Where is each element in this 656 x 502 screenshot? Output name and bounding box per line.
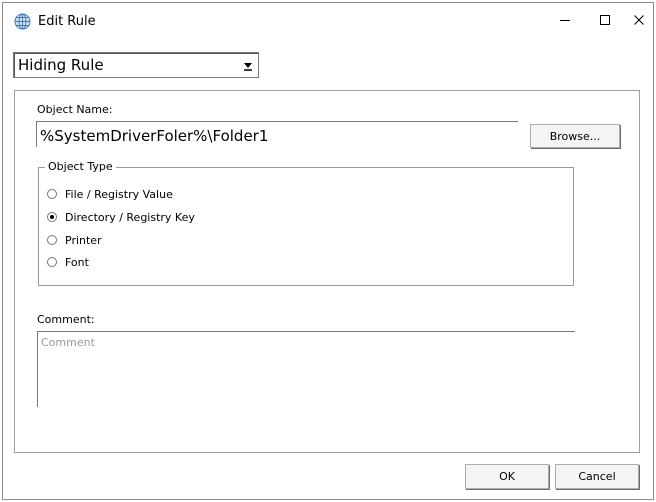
title-bar [3,3,653,39]
radio-button[interactable] [47,257,57,267]
radio-label: Directory / Registry Key [65,210,195,224]
radio-button[interactable] [47,189,57,199]
radio-button[interactable] [47,235,57,245]
close-button[interactable] [617,3,656,37]
object-type-group [38,160,574,286]
globe-grid-icon [14,13,31,30]
ok-button[interactable]: OK [465,464,549,489]
rule-type-value: Hiding Rule [18,56,104,74]
rule-panel [14,90,640,453]
minimize-icon [560,15,570,25]
radio-button[interactable] [47,212,57,222]
browse-button[interactable]: Browse... [530,124,620,148]
close-icon [634,15,644,25]
radio-label: Font [65,255,89,269]
object-type-legend: Object Type [45,160,116,173]
radio-file-registry-value[interactable] [47,186,173,202]
rule-type-dropdown[interactable] [13,52,259,78]
object-name-input[interactable] [36,121,518,147]
cancel-button[interactable]: Cancel [555,464,639,489]
maximize-icon [600,15,610,25]
radio-font[interactable] [47,254,89,270]
radio-label: File / Registry Value [65,187,173,201]
edit-rule-dialog [2,2,654,500]
comment-label: Comment: [37,313,95,326]
radio-printer[interactable] [47,232,102,248]
comment-input[interactable] [37,331,575,407]
window-title: Edit Rule [38,14,96,29]
minimize-button[interactable] [543,3,587,37]
object-name-label: Object Name: [37,103,113,116]
radio-directory-registry-key[interactable] [47,209,195,225]
radio-label: Printer [65,233,102,247]
chevron-down-icon[interactable] [241,59,255,73]
